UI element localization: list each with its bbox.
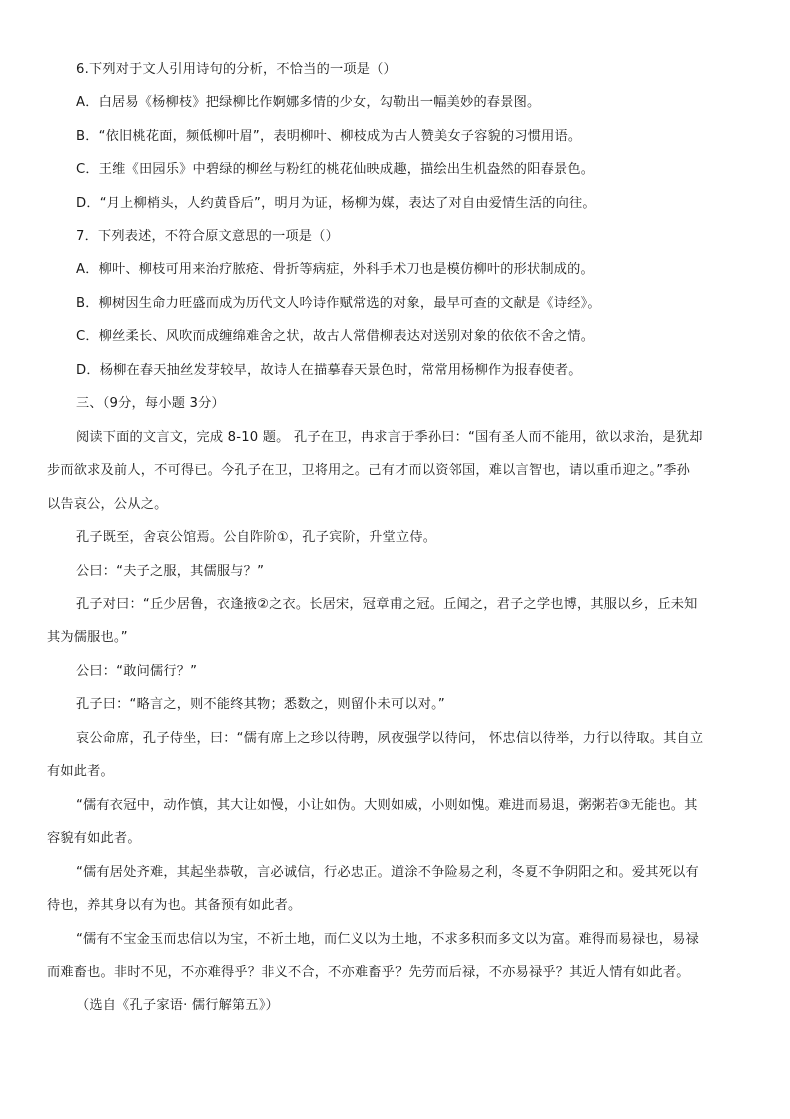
question-6-stem: 6.下列对于文人引用诗句的分析，不恰当的一项是（） [76,62,397,77]
passage-attire-line: 容貌有如此者。 [47,831,141,846]
passage-reply-line: 孔子对曰：“丘少居鲁，衣逢掖②之衣。长居宋，冠章甫之冠。丘闻之，君子之学也博，其服以乡，丘未知 [76,597,698,612]
question-7-option-a: A．柳叶、柳枝可用来治疗脓疮、骨折等病症，外科手术刀也是模仿柳叶的形状制成的。 [76,262,594,277]
passage-source: （选自《孔子家语· 儒行解第五》） [76,998,279,1013]
passage-intro-line: 以告哀公，公从之。 [47,497,168,512]
passage-ask-line: 公曰：“敢问儒行？” [76,664,198,679]
question-6-option-c: C．王维《田园乐》中碧绿的柳丝与粉红的桃花仙映成趣，描绘出生机盎然的阳春景色。 [76,162,595,177]
passage-seat-line: 有如此者。 [47,764,114,779]
passage-paragraph: 孔子既至，舍哀公馆焉。公自阼阶①，孔子宾阶，升堂立侍。 [76,530,437,545]
passage-intro-line: 步而欲求及前人，不可得已。今孔子在卫，卫将用之。己有才而以资邻国，难以言智也，请以重币迎之。”季孙 [47,463,691,478]
passage-paragraph: 公曰：“夫子之服，其儒服与？” [76,564,265,579]
question-7-option-d: D．杨柳在春天抽丝发芽较早，故诗人在描摹春天景色时，常常用杨柳作为报春使者。 [76,363,582,378]
section-3-heading: 三、（9分，每小题 3分） [76,396,225,411]
question-7-option-b: B．柳树因生命力旺盛而成为历代文人吟诗作赋常选的对象，最早可查的文献是《诗经》。 [76,296,601,311]
passage-dwell-line: 待也，养其身以有为也。其备预有如此者。 [47,898,302,913]
passage-reply-line: 其为儒服也。” [47,630,128,645]
passage-seat-line: 哀公命席，孔子侍坐，曰：“儒有席上之珍以待聘，夙夜强学以待问， 怀忠信以待举，力行以待取。其自立 [76,731,704,746]
passage-intro-line: 阅读下面的文言文，完成 8-10 题。 孔子在卫，冉求言于季孙曰：“国有圣人而不能用，欲以求治，是犹却 [76,430,703,445]
question-7-stem: 7．下列表述，不符合原文意思的一项是（） [76,229,339,244]
passage-dwell-line: “儒有居处齐难，其起坐恭敬，言必诚信，行必忠正。道涂不争险易之利，冬夏不争阴阳之和。爱其死以有 [76,865,699,880]
question-7-option-c: C．柳丝柔长、风吹而成缠绵难舍之状，故古人常借柳表达对送别对象的依依不舍之情。 [76,329,595,344]
passage-treasure-line: “儒有不宝金玉而忠信以为宝，不祈土地，而仁义以为土地，不求多积而多文以为富。难得而易禄也，易禄 [76,932,699,947]
question-6-option-d: D．“月上柳梢头，人约黄昏后”，明月为证，杨柳为媒，表达了对自由爱情生活的向往。 [76,196,596,211]
passage-treasure-line: 而难畜也。非时不见，不亦难得乎？非义不合，不亦难畜乎？先劳而后禄，不亦易禄乎？其近人情有如此者。 [47,965,690,980]
passage-answer-line: 孔子曰：“略言之，则不能终其物；悉数之，则留仆未可以对。” [76,697,445,712]
question-6-option-b: B．“依旧桃花面，频低柳叶眉”，表明柳叶、柳枝成为古人赞美女子容貌的习惯用语。 [76,129,582,144]
passage-attire-line: “儒有衣冠中，动作慎，其大让如慢，小让如伪。大则如威，小则如愧。难进而易退，粥粥若③无能也。其 [76,798,698,813]
question-6-option-a: A．白居易《杨柳枝》把绿柳比作婀娜多情的少女，勾勒出一幅美妙的春景图。 [76,95,541,110]
